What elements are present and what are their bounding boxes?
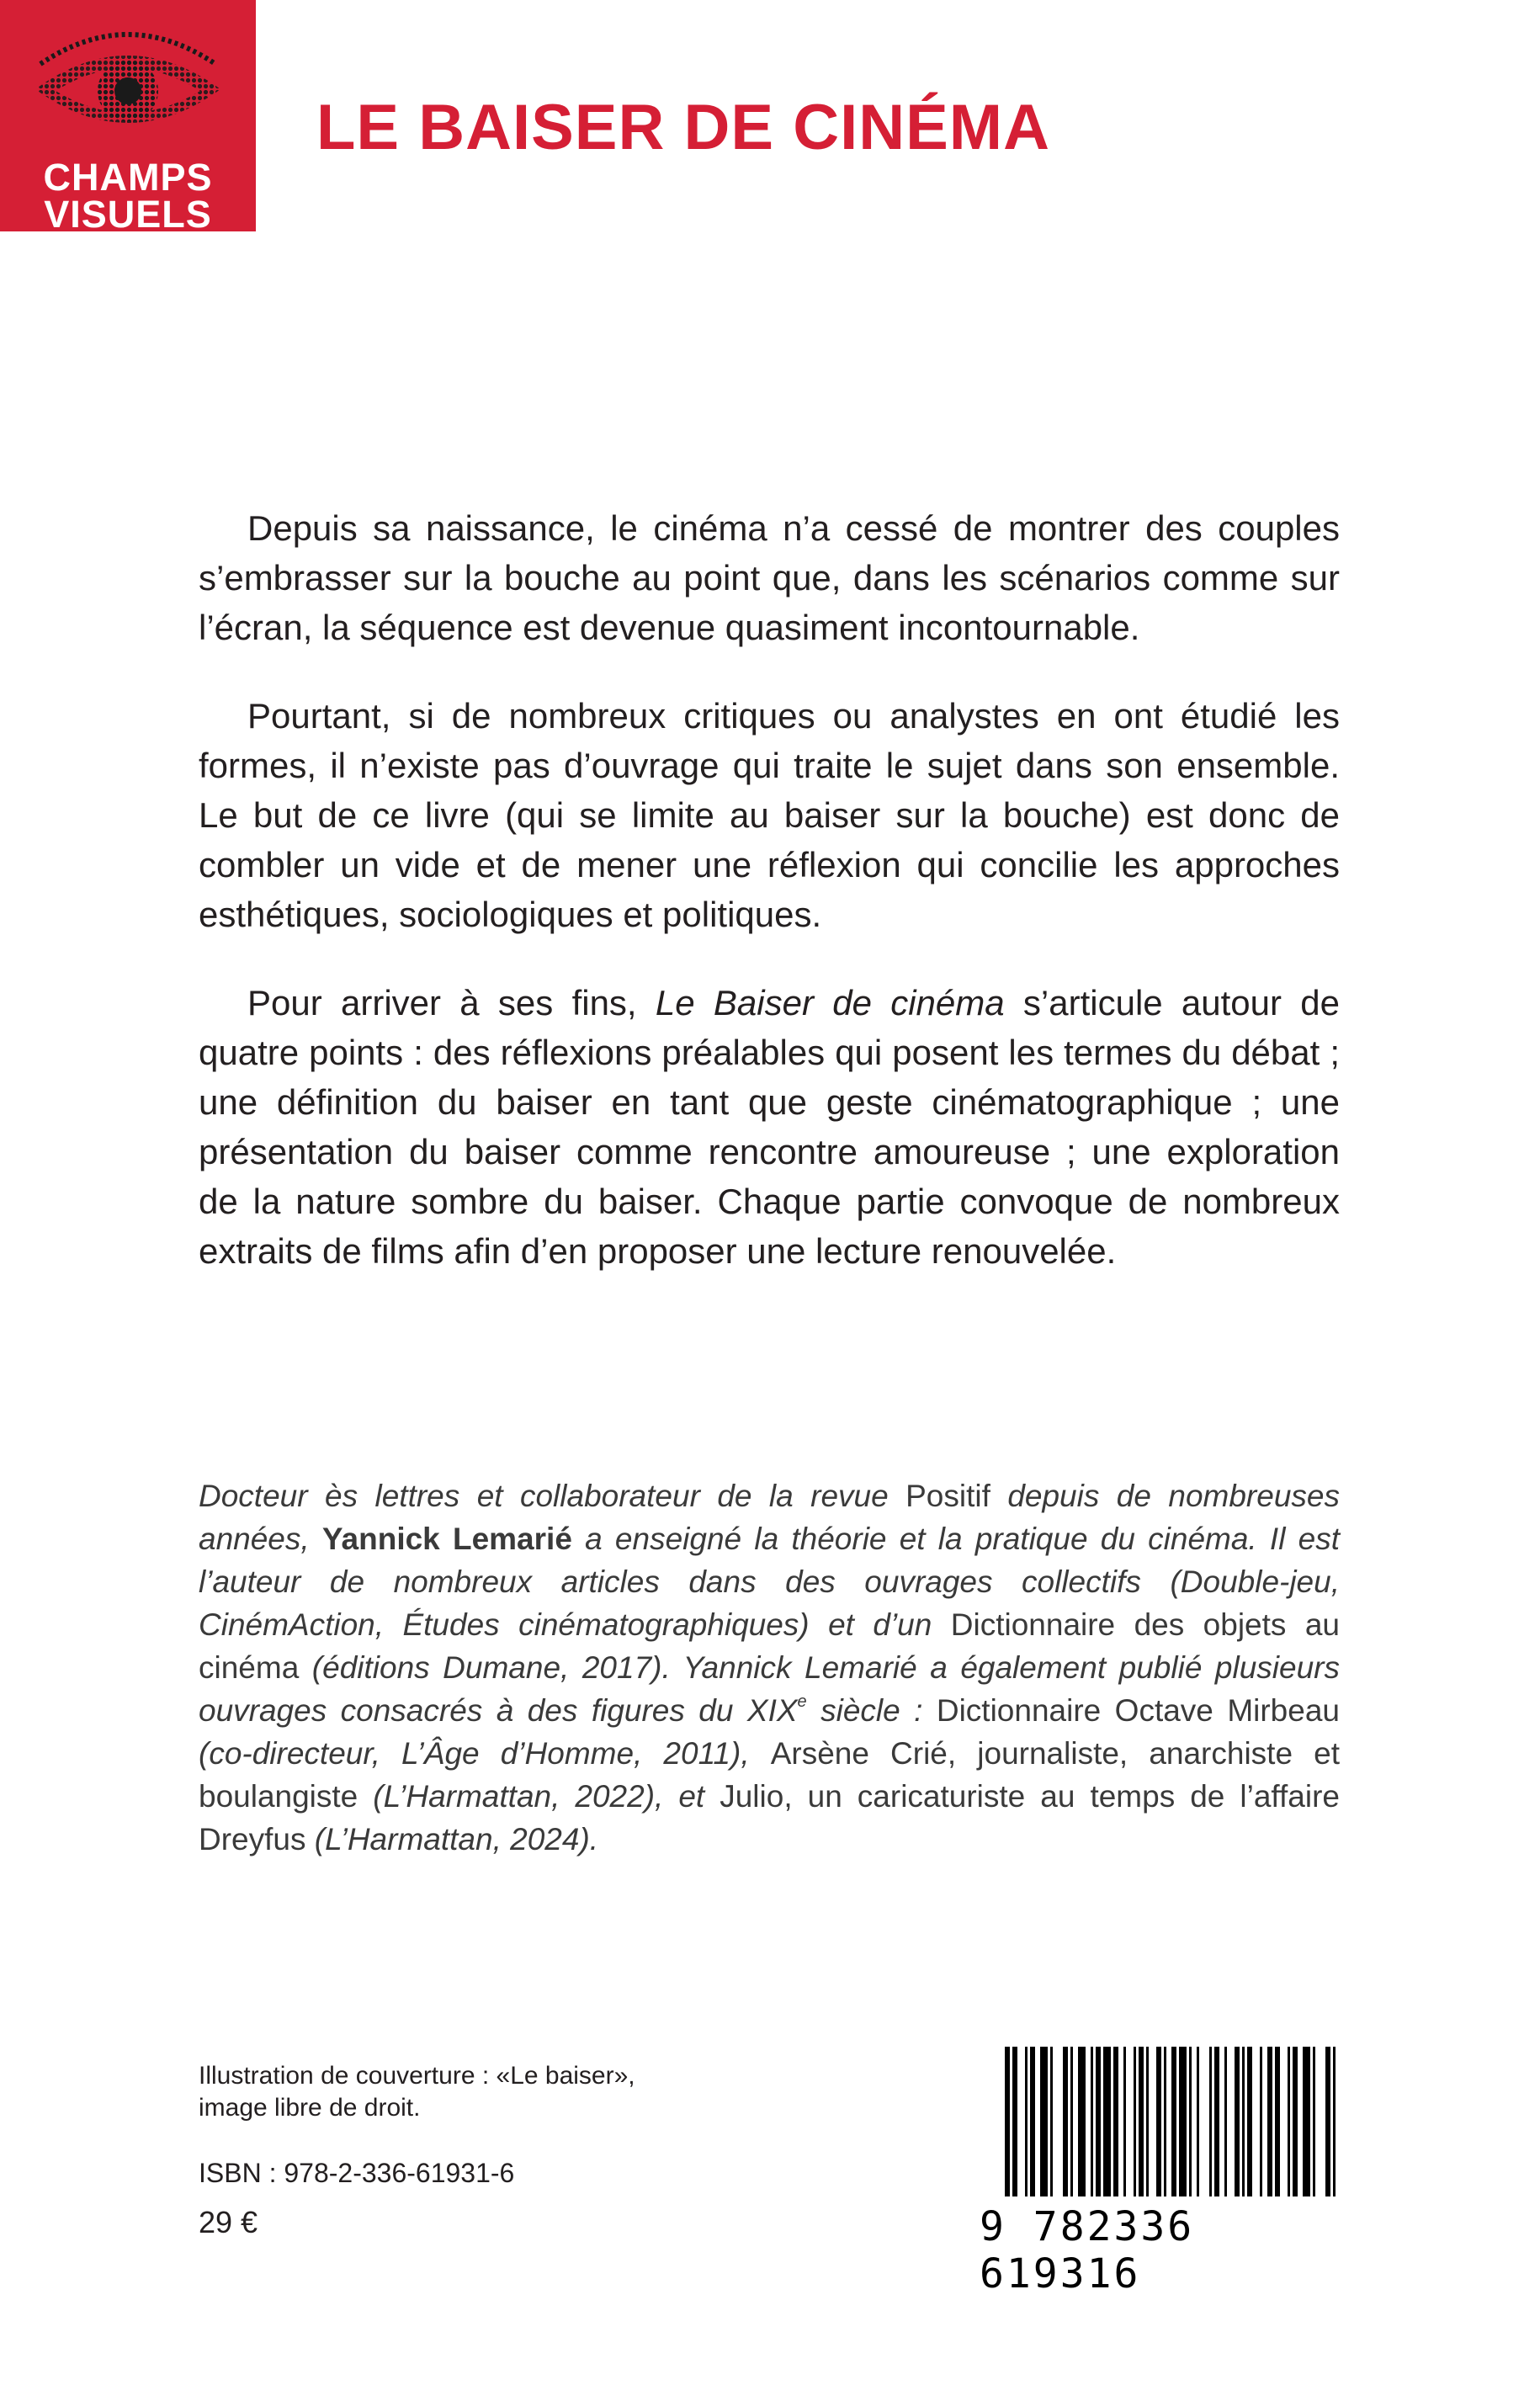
- blurb-paragraph-3: [199, 978, 1340, 1276]
- bio-text: (L’Harmattan, 2024).: [305, 1822, 599, 1856]
- author-name: Yannick Lemarié: [321, 1522, 572, 1556]
- back-cover-blurb: [199, 503, 1340, 1315]
- bio-text: depuis de nombreuses années,: [199, 1479, 1340, 1556]
- series-logo: [0, 0, 256, 231]
- bio-text: a enseigné la théorie et la pratique du cinéma. Il est l’auteur de nombreux articles dans des ouvrages collectifs (Double-jeu, CinémAction, Études cinématographiques) et d’un: [199, 1522, 1341, 1642]
- logo-text-champs: CHAMPS: [43, 156, 213, 199]
- bio-work-title: Julio, un caricaturiste au temps de l’affaire Dreyfus: [199, 1779, 1340, 1856]
- logo-text-visuels: VISUELS: [44, 193, 212, 231]
- blurb-book-title: Le Baiser de cinéma: [655, 983, 1005, 1023]
- credit-line-2: image libre de droit.: [199, 2094, 421, 2122]
- blurb-paragraph-1: Depuis sa naissance, le cinéma n’a cessé de montrer des couples s’embrasser sur la bouche au point que, dans les scénarios comme sur l’écran, la séquence est devenue quasiment incontournable.: [199, 508, 1340, 647]
- bio-text: (L’Harmattan, 2022), et: [358, 1779, 720, 1814]
- bio-text: (co-directeur, L’Âge d’Homme, 2011),: [199, 1736, 771, 1771]
- blurb-p3-end: s’articule autour de quatre points : des réflexions préalables qui posent les termes du débat ; une définition du baiser en tant que geste cinématographique ; une présentation du baiser comme rencontre amoureuse ; une exploration de la nature sombre du baiser. Chaque partie convoque de nombreux extraits de films afin d’en proposer une lecture renouvelée.: [199, 983, 1341, 1271]
- price: 29 €: [199, 2205, 258, 2239]
- cover-credit: [199, 2060, 635, 2124]
- bio-superscript: e: [797, 1692, 807, 1711]
- barcode-digits: 9 782336 619316: [980, 2203, 1195, 2297]
- bio-text: (éditions Dumane, 2017). Yannick Lemarié a également publié plusieurs ouvrages consacrés à des figures du XIX: [199, 1650, 1340, 1728]
- bio-work-title: Dictionnaire des objets au cinéma: [199, 1607, 1340, 1685]
- bio-text: Docteur ès lettres et collaborateur de la revue: [199, 1479, 906, 1513]
- bio-review-name: Positif: [905, 1479, 990, 1513]
- bio-text: siècle :: [806, 1693, 937, 1728]
- blurb-p3-start: Pour arriver à ses fins,: [247, 983, 656, 1023]
- bio-work-title: Dictionnaire Octave Mirbeau: [936, 1693, 1340, 1728]
- blurb-paragraph-2: Pourtant, si de nombreux critiques ou analystes en ont étudié les formes, il n’existe pas d’ouvrage qui traite le sujet dans son ensemble. Le but de ce livre (qui se limite au baiser sur la bouche) est donc de combler un vide et de mener une réflexion qui concilie les approches esthétiques, sociologiques et politiques.: [199, 696, 1340, 934]
- isbn: ISBN : 978-2-336-61931-6: [199, 2158, 515, 2188]
- credit-line-1: Illustration de couverture : «Le baiser»,: [199, 2062, 635, 2090]
- eye-icon: [32, 30, 224, 148]
- bio-work-title: Arsène Crié, journaliste, anarchiste et boulangiste: [199, 1736, 1340, 1814]
- book-title: LE BAISER DE CINÉMA: [316, 92, 1050, 163]
- author-bio: [199, 1474, 1340, 1861]
